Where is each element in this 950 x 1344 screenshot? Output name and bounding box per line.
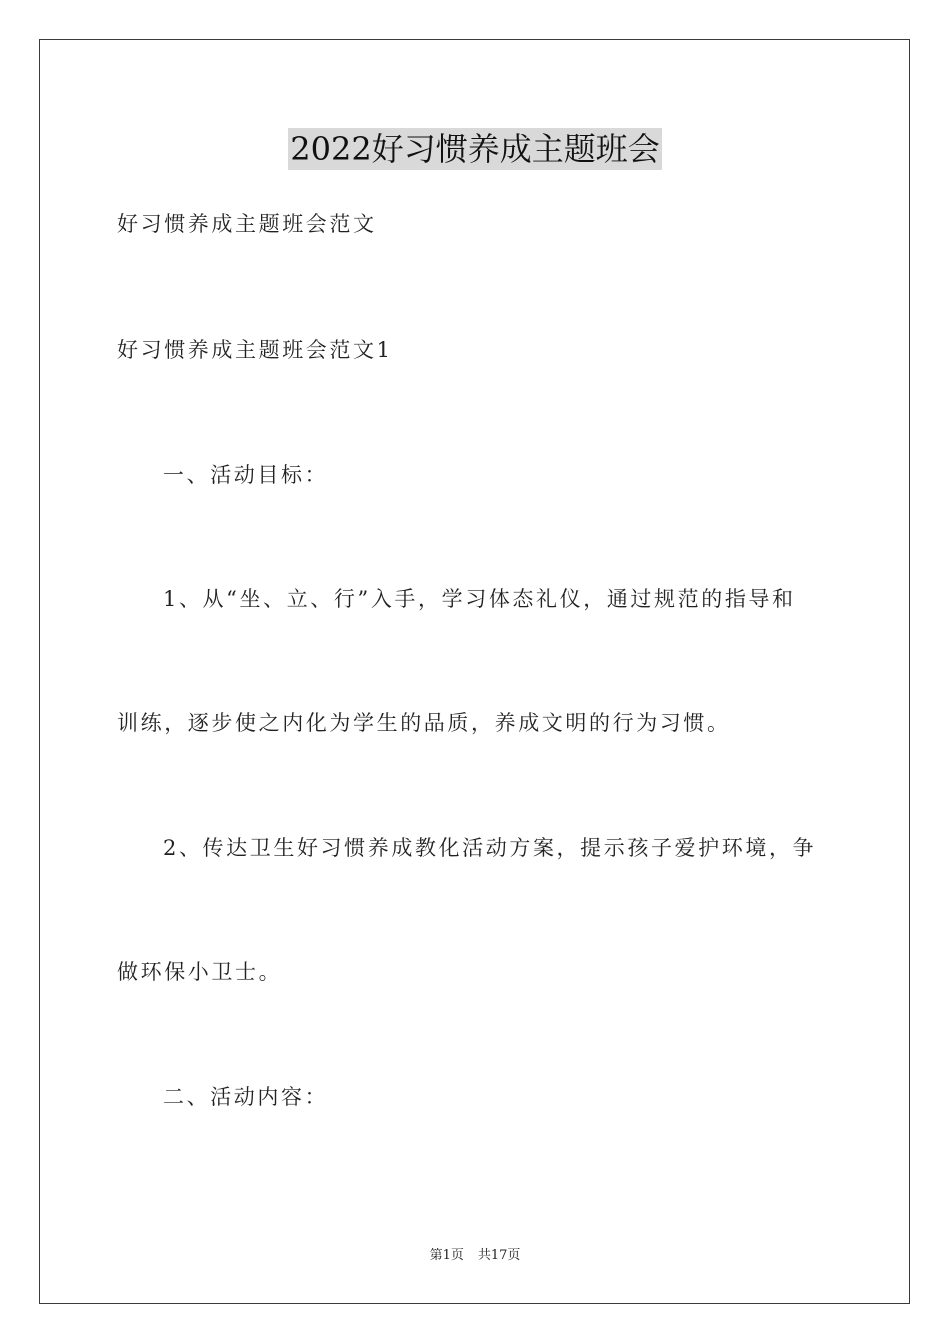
page-number: 第1页: [429, 1248, 464, 1263]
page-total: 共17页: [477, 1248, 521, 1263]
paragraph-goal-1-line-1: 1、从“坐、立、行”入手，学习体态礼仪，通过规范的指导和: [163, 587, 796, 611]
paragraph-goals-heading: 一、活动目标：: [163, 463, 329, 487]
document-subtitle: 好习惯养成主题班会范文: [117, 212, 377, 236]
paragraph-goal-2-line-2: 做环保小卫士。: [117, 960, 283, 984]
paragraph-goal-2-line-1: 2、传达卫生好习惯养成教化活动方案，提示孩子爱护环境，争: [163, 836, 817, 860]
page-footer: [0, 1247, 950, 1265]
title-container: [0, 128, 950, 170]
paragraph-goal-1-line-2: 训练，逐步使之内化为学生的品质，养成文明的行为习惯。: [117, 711, 731, 735]
document-title: 2022好习惯养成主题班会: [290, 130, 660, 168]
section-heading: 好习惯养成主题班会范文1: [117, 338, 393, 362]
paragraph-content-heading: 二、活动内容：: [163, 1085, 329, 1109]
